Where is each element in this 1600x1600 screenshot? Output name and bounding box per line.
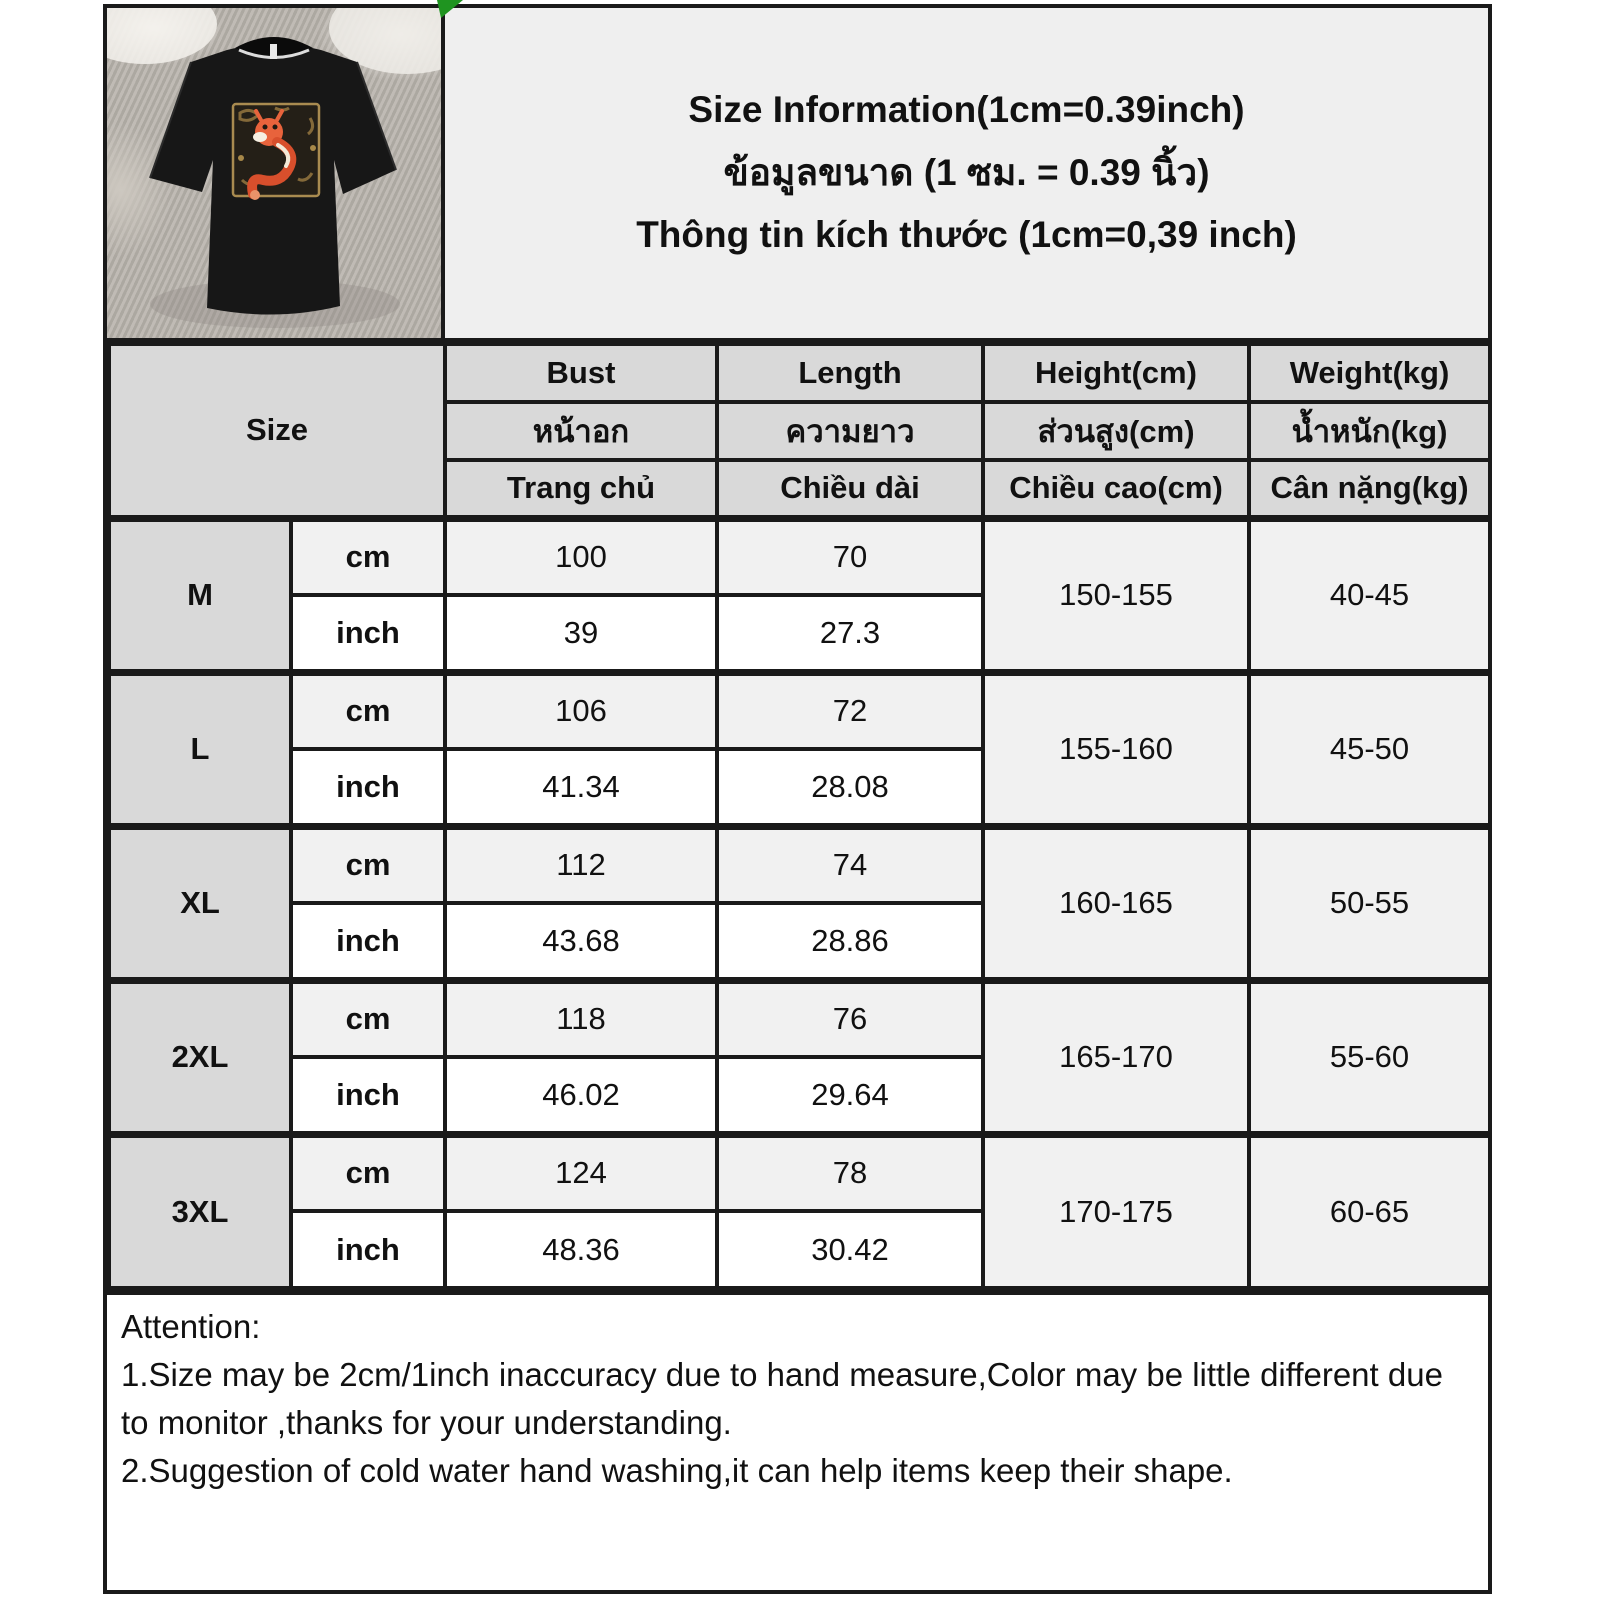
size-table (107, 342, 1492, 1290)
attention-note-1: 1.Size may be 2cm/1inch inaccuracy due to hand measure,Color may be little different due to monitor ,thanks for your understanding. (121, 1355, 1443, 1441)
cell-xl-bust-inch: 43.68 (445, 903, 717, 980)
header-length-vi: Chiều dài (717, 460, 983, 518)
cell-3xl-bust-inch: 48.36 (445, 1211, 717, 1288)
cell-xl-length-cm: 74 (717, 826, 983, 903)
size-label-l: L (109, 672, 291, 826)
size-label-xl: XL (109, 826, 291, 980)
title-thai: ข้อมูลขนาด (1 ซม. = 0.39 นิ้ว) (723, 151, 1210, 193)
attention-section (107, 1290, 1488, 1590)
cell-m-weight: 40-45 (1249, 518, 1490, 672)
cell-m-length-cm: 70 (717, 518, 983, 595)
unit-cm-xl: cm (291, 826, 445, 903)
unit-inch-2xl: inch (291, 1057, 445, 1134)
header-bust-th: หน้าอก (445, 402, 717, 460)
size-corner-label: Size (109, 344, 445, 518)
cell-xl-weight: 50-55 (1249, 826, 1490, 980)
cell-l-height: 155-160 (983, 672, 1249, 826)
cell-3xl-bust-cm: 124 (445, 1134, 717, 1211)
header-length-en: Length (717, 344, 983, 402)
cell-l-weight: 45-50 (1249, 672, 1490, 826)
cell-3xl-height: 170-175 (983, 1134, 1249, 1288)
header-weight-vi: Cân nặng(kg) (1249, 460, 1490, 518)
unit-inch-xl: inch (291, 903, 445, 980)
top-section (107, 8, 1488, 342)
green-corner-mark (437, 0, 463, 18)
header-bust-en: Bust (445, 344, 717, 402)
unit-inch-3xl: inch (291, 1211, 445, 1288)
cell-3xl-weight: 60-65 (1249, 1134, 1490, 1288)
sheet-frame (103, 4, 1492, 1594)
unit-cm-3xl: cm (291, 1134, 445, 1211)
unit-inch-l: inch (291, 749, 445, 826)
cell-2xl-length-inch: 29.64 (717, 1057, 983, 1134)
cell-xl-bust-cm: 112 (445, 826, 717, 903)
header-height-th: ส่วนสูง(cm) (983, 402, 1249, 460)
title-vietnamese: Thông tin kích thước (1cm=0,39 inch) (636, 214, 1297, 256)
cell-2xl-length-cm: 76 (717, 980, 983, 1057)
cell-l-length-inch: 28.08 (717, 749, 983, 826)
header-bust-vi: Trang chủ (445, 460, 717, 518)
header-height-vi: Chiều cao(cm) (983, 460, 1249, 518)
unit-cm-l: cm (291, 672, 445, 749)
cell-m-height: 150-155 (983, 518, 1249, 672)
cell-l-bust-cm: 106 (445, 672, 717, 749)
cell-m-bust-inch: 39 (445, 595, 717, 672)
cell-2xl-bust-cm: 118 (445, 980, 717, 1057)
cell-3xl-length-inch: 30.42 (717, 1211, 983, 1288)
cell-2xl-height: 165-170 (983, 980, 1249, 1134)
header-weight-th: น้ำหนัก(kg) (1249, 402, 1490, 460)
cell-2xl-bust-inch: 46.02 (445, 1057, 717, 1134)
dragon-print (233, 104, 319, 200)
tshirt-graphic (107, 8, 441, 338)
cell-l-bust-inch: 41.34 (445, 749, 717, 826)
size-label-m: M (109, 518, 291, 672)
cell-l-length-cm: 72 (717, 672, 983, 749)
attention-heading: Attention: (121, 1308, 261, 1345)
cell-xl-length-inch: 28.86 (717, 903, 983, 980)
size-label-3xl: 3XL (109, 1134, 291, 1288)
cell-xl-height: 160-165 (983, 826, 1249, 980)
size-label-2xl: 2XL (109, 980, 291, 1134)
header-height-en: Height(cm) (983, 344, 1249, 402)
cell-2xl-weight: 55-60 (1249, 980, 1490, 1134)
cell-m-length-inch: 27.3 (717, 595, 983, 672)
title-english: Size Information(1cm=0.39inch) (688, 89, 1245, 131)
product-photo (107, 8, 445, 338)
attention-note-2: 2.Suggestion of cold water hand washing,it can help items keep their shape. (121, 1451, 1233, 1489)
header-weight-en: Weight(kg) (1249, 344, 1490, 402)
unit-cm-2xl: cm (291, 980, 445, 1057)
header-length-th: ความยาว (717, 402, 983, 460)
title-panel (445, 8, 1488, 338)
collar-tag (270, 44, 277, 59)
unit-cm-m: cm (291, 518, 445, 595)
cell-3xl-length-cm: 78 (717, 1134, 983, 1211)
cell-m-bust-cm: 100 (445, 518, 717, 595)
unit-inch-m: inch (291, 595, 445, 672)
fur-fluff (107, 8, 217, 64)
